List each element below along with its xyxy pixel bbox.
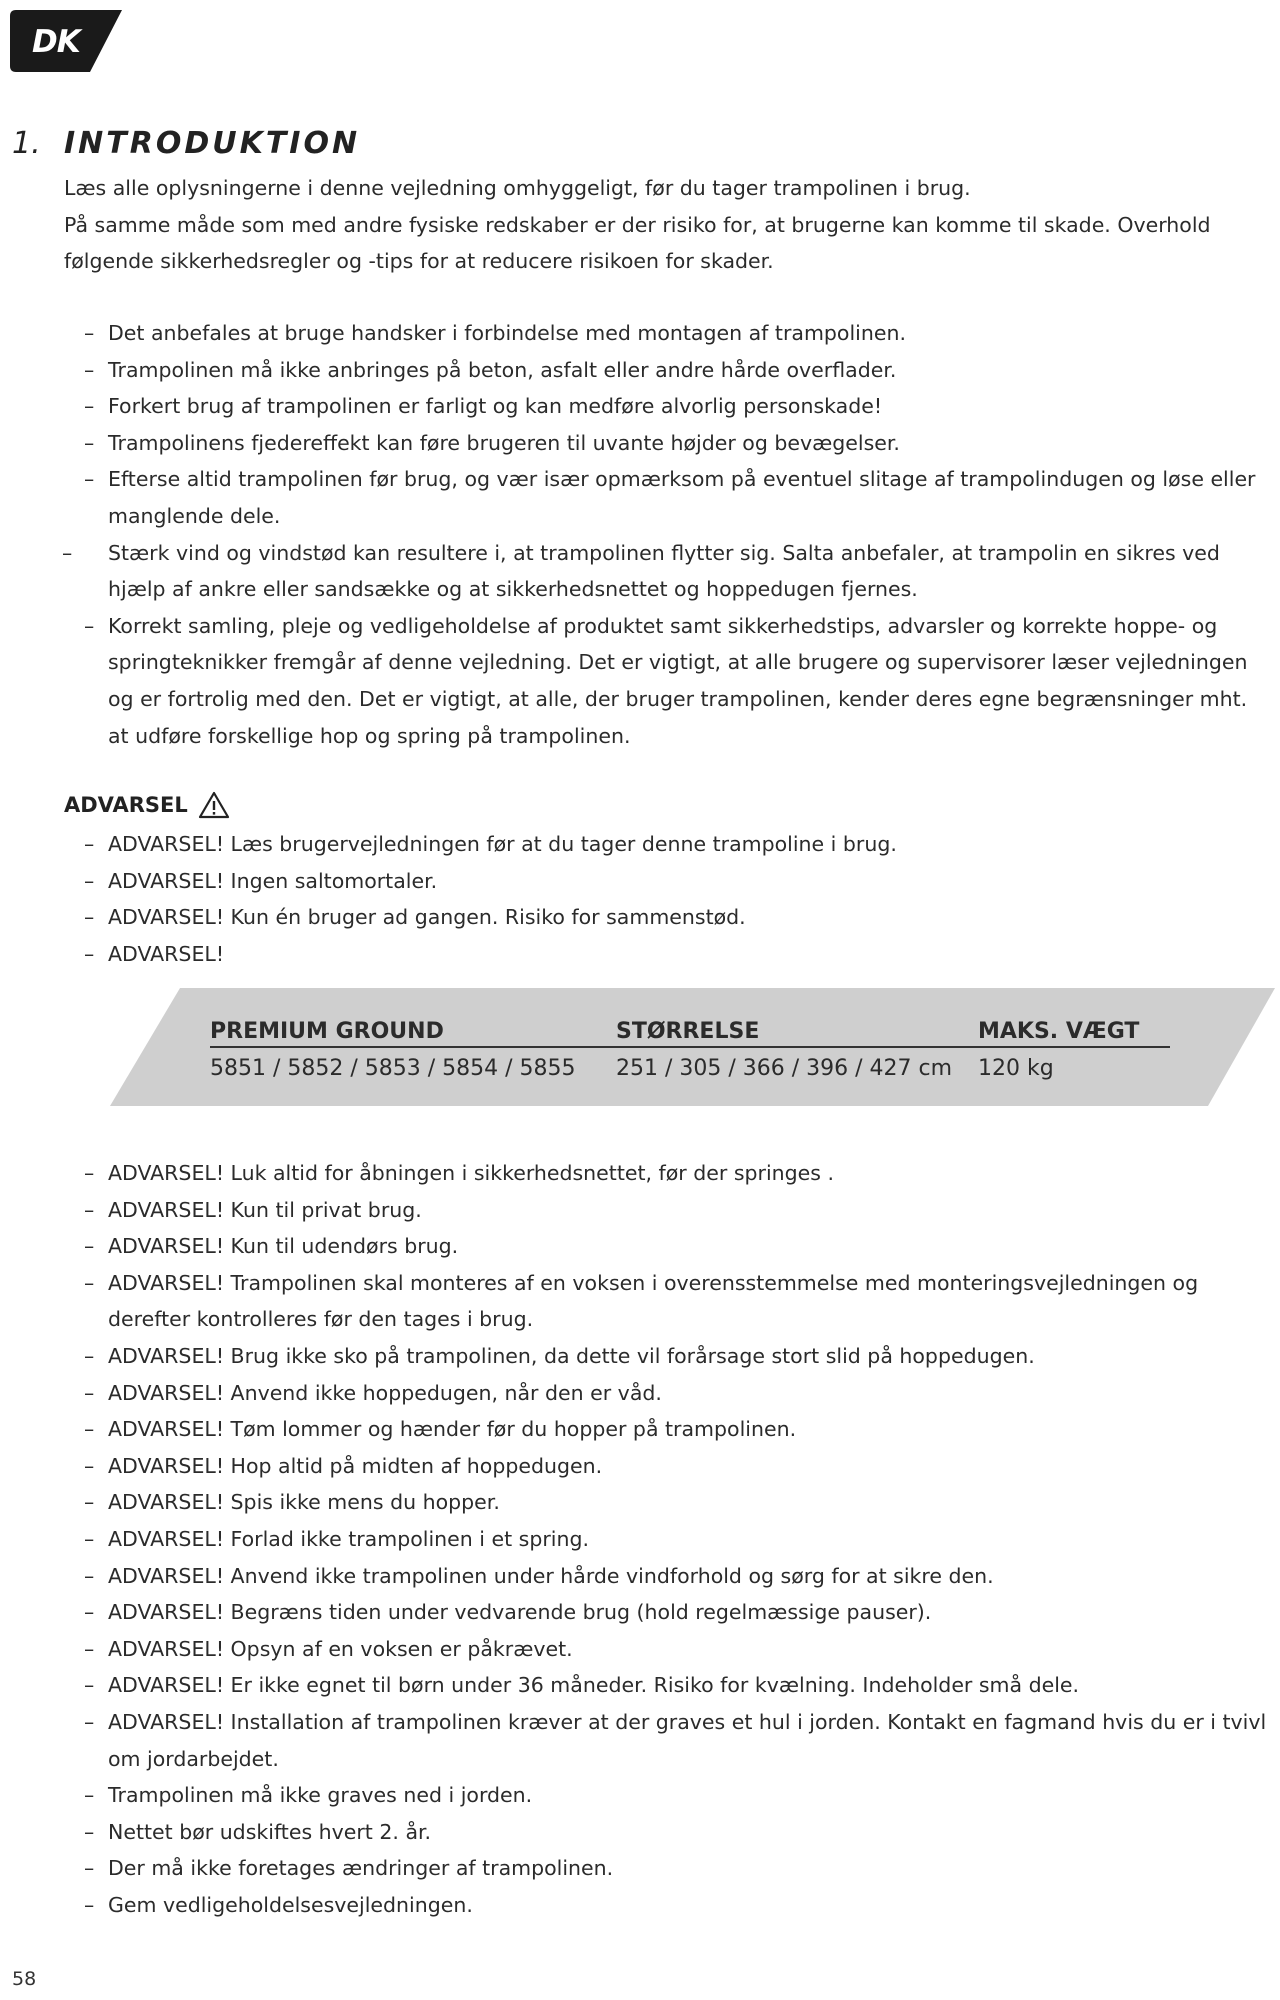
list-item bbox=[84, 1594, 1274, 1631]
dash: – bbox=[84, 1819, 95, 1844]
intro-text bbox=[64, 170, 1280, 280]
dash: – bbox=[84, 357, 95, 382]
list-item-text: Gem vedligeholdelsesvejledningen. bbox=[108, 1892, 473, 1917]
list-item bbox=[62, 535, 1274, 608]
warning-list bbox=[84, 826, 1274, 972]
list-item-text: ADVARSEL! Ingen saltomortaler. bbox=[108, 868, 438, 893]
list-item-text: ADVARSEL! Er ikke egnet til børn under 36 måneder. Risiko for kvælning. Indeholder små dele. bbox=[108, 1673, 1080, 1698]
list-item-text: ADVARSEL! Tøm lommer og hænder før du hopper på trampolinen. bbox=[108, 1417, 797, 1442]
list-item bbox=[84, 1887, 1274, 1924]
list-item-text: ADVARSEL! Anvend ikke hoppedugen, når den er våd. bbox=[108, 1380, 662, 1405]
dash: – bbox=[84, 1380, 95, 1405]
dash: – bbox=[84, 1161, 95, 1185]
intro-paragraph: Læs alle oplysningerne i denne vejledning omhyggeligt, før du tager trampolinen i brug. bbox=[64, 176, 971, 200]
cell-models: 5851 / 5852 / 5853 / 5854 / 5855 bbox=[210, 1055, 576, 1081]
page-number: 58 bbox=[12, 1968, 37, 1990]
warning-list bbox=[84, 1155, 1274, 1923]
list-item-text: ADVARSEL! Installation af trampolinen kræver at der graves et hul i jorden. Kontakt en fagmand hvis du er i tvivl om jordarbejdet. bbox=[108, 1709, 1267, 1771]
dash: – bbox=[84, 1673, 95, 1698]
dash: – bbox=[84, 905, 95, 930]
dash: – bbox=[84, 1234, 95, 1259]
list-item-text: Efterse altid trampolinen før brug, og vær især opmærksom på eventuel slitage af trampolindugen og løse eller manglende dele. bbox=[108, 467, 1256, 528]
dash: – bbox=[84, 1636, 95, 1661]
list-item-text: Det anbefales at bruge handsker i forbindelse med montagen af trampolinen. bbox=[108, 321, 906, 345]
list-item bbox=[84, 863, 1274, 900]
dash: – bbox=[84, 832, 95, 856]
list-item bbox=[84, 1777, 1274, 1814]
dash: – bbox=[84, 1783, 95, 1808]
list-item bbox=[84, 425, 1274, 462]
list-item bbox=[84, 1484, 1274, 1521]
language-tab bbox=[10, 10, 122, 72]
list-item bbox=[84, 608, 1274, 754]
list-item bbox=[84, 1521, 1274, 1558]
list-item-text: ADVARSEL! Kun én bruger ad gangen. Risiko for sammenstød. bbox=[108, 905, 746, 930]
list-item bbox=[84, 899, 1274, 936]
cell-max-weight: 120 kg bbox=[978, 1055, 1054, 1081]
list-item-text: ADVARSEL! Spis ikke mens du hopper. bbox=[108, 1490, 500, 1515]
dash: – bbox=[84, 1526, 95, 1551]
list-item-text: ADVARSEL! Kun til privat brug. bbox=[108, 1197, 422, 1222]
dash: – bbox=[84, 1600, 95, 1625]
list-item-text: ADVARSEL! Begræns tiden under vedvarende brug (hold regelmæssige pauser). bbox=[108, 1600, 932, 1625]
dash: – bbox=[84, 613, 95, 638]
list-item bbox=[84, 1192, 1274, 1229]
dash: – bbox=[84, 394, 95, 419]
list-item bbox=[84, 1338, 1274, 1375]
list-item bbox=[84, 936, 1274, 973]
dash: – bbox=[84, 430, 95, 455]
dash: – bbox=[84, 1892, 95, 1917]
list-item-text: ADVARSEL! Opsyn af en voksen er påkrævet. bbox=[108, 1636, 573, 1661]
list-item bbox=[84, 1265, 1274, 1338]
list-item-text: Korrekt samling, pleje og vedligeholdelse af produktet samt sikkerhedstips, advarsler og korrekte hoppe- og springteknikker fremgår af denne vejledning. Det er vigtigt, at alle brugere og supervisorer læser vejledningen og er fortrolig med den. Det er vigtigt, at alle, der bruger trampolinen, kender deres egne begrænsninger mht. at udføre forskellige hop og spring på trampolinen. bbox=[108, 613, 1248, 748]
warning-heading bbox=[64, 788, 230, 822]
list-item bbox=[84, 1850, 1274, 1887]
column-header-size: STØRRELSE bbox=[616, 1019, 760, 1044]
table-header-row bbox=[210, 1010, 1170, 1048]
dash: – bbox=[84, 868, 95, 893]
dash: – bbox=[84, 1490, 95, 1515]
list-item-text: ADVARSEL! Kun til udendørs brug. bbox=[108, 1234, 459, 1259]
language-code: DK bbox=[32, 24, 80, 60]
dash: – bbox=[84, 1270, 95, 1295]
dash: – bbox=[84, 941, 95, 966]
list-item bbox=[84, 1155, 1274, 1192]
warning-triangle-icon bbox=[198, 791, 230, 819]
dash: – bbox=[84, 1197, 95, 1222]
warning-heading-text: ADVARSEL bbox=[64, 793, 188, 817]
column-header-max-weight: MAKS. VÆGT bbox=[978, 1019, 1140, 1044]
list-item-text: Trampolinen må ikke anbringes på beton, asfalt eller andre hårde overflader. bbox=[108, 357, 897, 382]
dash: – bbox=[84, 1709, 95, 1734]
dash: – bbox=[84, 467, 95, 492]
section-number: 1. bbox=[12, 126, 41, 161]
list-item bbox=[84, 352, 1274, 389]
dash: – bbox=[84, 1856, 95, 1881]
list-item bbox=[84, 1228, 1274, 1265]
list-item bbox=[84, 1814, 1274, 1851]
column-header-model: PREMIUM GROUND bbox=[210, 1019, 444, 1044]
list-item bbox=[84, 1631, 1274, 1668]
list-item-text: Der må ikke foretages ændringer af trampolinen. bbox=[108, 1856, 614, 1881]
list-item-text: ADVARSEL! Trampolinen skal monteres af en voksen i overensstemmelse med monteringsvejledningen og derefter kontrolleres før den tages i brug. bbox=[108, 1270, 1199, 1332]
dash: – bbox=[84, 1453, 95, 1478]
dash: – bbox=[62, 540, 73, 565]
dash: – bbox=[84, 1563, 95, 1588]
product-table bbox=[210, 1010, 1170, 1088]
dash: – bbox=[84, 321, 95, 345]
list-item bbox=[84, 315, 1274, 352]
dash: – bbox=[84, 1343, 95, 1368]
list-item bbox=[84, 1375, 1274, 1412]
section-title-text: INTRODUKTION bbox=[64, 126, 361, 161]
list-item-text: Trampolinens fjedereffekt kan føre brugeren til uvante højder og bevægelser. bbox=[108, 430, 900, 455]
list-item-text: ADVARSEL! bbox=[108, 941, 225, 966]
dash: – bbox=[84, 1417, 95, 1442]
list-item bbox=[84, 461, 1274, 534]
list-item-text: Trampolinen må ikke graves ned i jorden. bbox=[108, 1783, 533, 1808]
table-row bbox=[210, 1048, 1170, 1088]
list-item-text: ADVARSEL! Hop altid på midten af hoppedugen. bbox=[108, 1453, 603, 1478]
cell-sizes: 251 / 305 / 366 / 396 / 427 cm bbox=[616, 1055, 953, 1081]
list-item bbox=[84, 1667, 1274, 1704]
list-item-text: Forkert brug af trampolinen er farligt og kan medføre alvorlig personskade! bbox=[108, 394, 883, 419]
list-item-text: Nettet bør udskiftes hvert 2. år. bbox=[108, 1819, 432, 1844]
list-item bbox=[84, 1411, 1274, 1448]
list-item bbox=[84, 1558, 1274, 1595]
intro-paragraph: På samme måde som med andre fysiske redskaber er der risiko for, at brugerne kan komme til skade. Overhold følgende sikkerhedsregler og -tips for at reducere risikoen for skader. bbox=[64, 212, 1211, 274]
list-item bbox=[84, 1704, 1274, 1777]
product-table-band bbox=[110, 988, 1275, 1106]
list-item bbox=[84, 1448, 1274, 1485]
list-item-text: ADVARSEL! Anvend ikke trampolinen under hårde vindforhold og sørg for at sikre den. bbox=[108, 1563, 994, 1588]
section-title bbox=[12, 126, 360, 161]
list-item-text: ADVARSEL! Brug ikke sko på trampolinen, da dette vil forårsage stort slid på hoppedugen. bbox=[108, 1343, 1035, 1368]
list-item-text: Stærk vind og vindstød kan resultere i, at trampolinen flytter sig. Salta anbefaler, at trampolin en sikres ved hjælp af ankre eller sandsække og at sikkerhedsnettet og hoppedugen fjernes. bbox=[108, 540, 1220, 602]
list-item-text: ADVARSEL! Forlad ikke trampolinen i et spring. bbox=[108, 1526, 589, 1551]
list-item-text: ADVARSEL! Luk altid for åbningen i sikkerhedsnettet, før der springes . bbox=[108, 1161, 834, 1185]
list-item bbox=[84, 826, 1274, 863]
intro-bullet-list bbox=[62, 315, 1274, 754]
list-item-text: ADVARSEL! Læs brugervejledningen før at du tager denne trampoline i brug. bbox=[108, 832, 897, 856]
list-item bbox=[84, 388, 1274, 425]
